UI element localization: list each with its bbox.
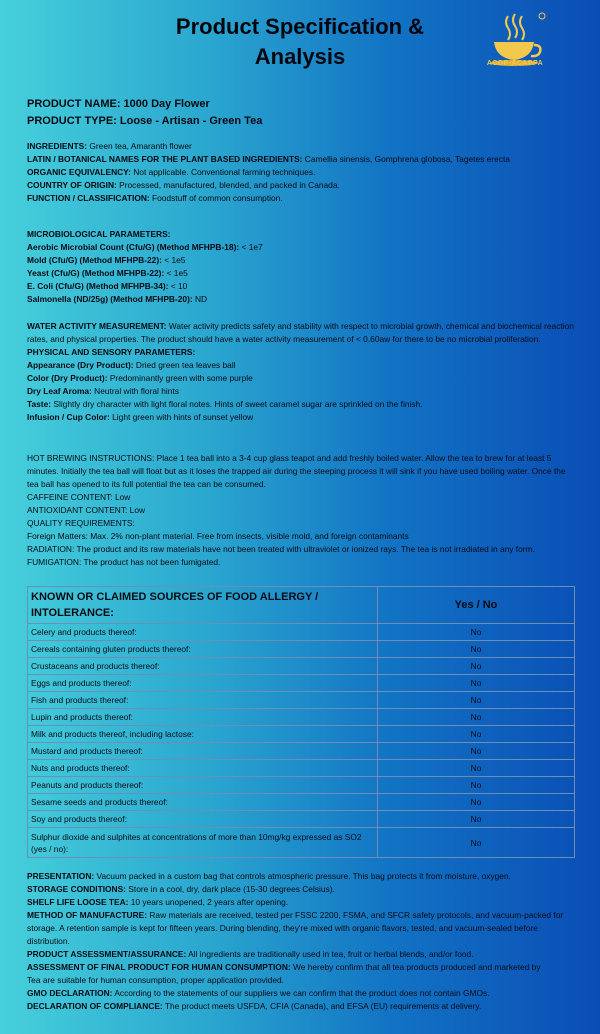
sensory-row: Dry Leaf Aroma: Neutral with floral hints [27,386,179,396]
allergy-table-header [28,587,575,624]
allergen-item: Mustard and products thereof: [28,743,378,760]
yes-no-header: Yes / No [378,587,575,624]
allergen-answer: No [378,692,575,709]
micro-row: Salmonella (ND/25g) (Method MFHPB-20): ND [27,294,208,304]
sensory-row: Infusion / Cup Color: Light green with hints of sunset yellow [27,412,254,422]
micro-row: Mold (Cfu/G) (Method MFHPB-22): < 1e5 [27,255,186,265]
foreign-matters: Foreign Matters: Max. 2% non-plant material. Free from insects, visible mold, and foreign contaminants [27,531,409,541]
origin-line: COUNTRY OF ORIGIN: Processed, manufactured, blended, and packed in Canada. [27,180,340,190]
botanical-names-line: LATIN / BOTANICAL NAMES FOR THE PLANT BASED INGREDIENTS: Camellia sinensis, Gomphrena globosa, Tagetes erecta [27,154,510,164]
allergen-item: Sesame seeds and products thereof: [28,794,378,811]
water-activity-paragraph: WATER ACTIVITY MEASUREMENT: Water activity predicts safety and stability with respect to microbial growth, chemical and biochemical reaction rates, and physical properties. The product should have a water activity measurement of < 0.60aw for there to be no microbial proliferation. [27,321,574,344]
sensory-heading: PHYSICAL AND SENSORY PARAMETERS: [27,347,196,357]
allergen-item: Eggs and products thereof: [28,675,378,692]
caffeine-content: CAFFEINE CONTENT: Low [27,492,131,502]
gmo-line: GMO DECLARATION: According to the statements of our suppliers we can confirm that the product does not contain GMOs. [27,988,490,998]
table-row [28,675,575,692]
allergen-answer: No [378,777,575,794]
organic-line: ORGANIC EQUIVALENCY: Not applicable. Conventional farming techniques. [27,167,316,177]
allergen-item: Fish and products thereof: [28,692,378,709]
sensory-row: Appearance (Dry Product): Dried green tea leaves ball [27,360,236,370]
table-row [28,692,575,709]
allergen-answer: No [378,811,575,828]
allergen-item: Lupin and products thereof: [28,709,378,726]
allergen-item: Milk and products thereof, including lactose: [28,726,378,743]
micro-heading: MICROBIOLOGICAL PARAMETERS: [27,229,171,239]
allergen-item: Crustaceans and products thereof: [28,658,378,675]
brewing-instructions: HOT BREWING INSTRUCTIONS: Place 1 tea ball into a 3-4 cup glass teapot and add freshly boiled water. Allow the tea to brew for at least 5 minutes. Initially the tea ball will float but as it loses the trapped air during the steeping process it will sink if you have used boiling water. Once the tea ball has opened to its full potential the tea can be consumed. [27,453,566,489]
allergen-answer: No [378,709,575,726]
allergen-answer: No [378,675,575,692]
table-row [28,794,575,811]
manufacture-line: METHOD OF MANUFACTURE: Raw materials are received, tested per FSSC 2200, FSMA, and SFCR safety protocols, and vacuum-packed for storage. A retention sample is kept for fifteen years. During blending, they're mixed with organic flavors, tested, and vacuum-sealed before distribution. [27,910,564,946]
general-info [27,140,575,205]
brewing-section [27,452,575,569]
micro-row: Aerobic Microbial Count (Cfu/G) (Method MFHPB-18): < 1e7 [27,242,263,252]
allergen-item: Soy and products thereof: [28,811,378,828]
page-title: Product Specification & Analysis [175,14,425,69]
product-name: PRODUCT NAME: 1000 Day Flower [27,98,210,110]
allergen-answer: No [378,726,575,743]
allergen-item: Peanuts and products thereof: [28,777,378,794]
allergen-answer: No [378,743,575,760]
allergen-answer: No [378,641,575,658]
allergy-header: KNOWN OR CLAIMED SOURCES OF FOOD ALLERGY / INTOLERANCE: [28,587,378,624]
allergen-answer: No [378,658,575,675]
sensory-row: Taste: Slightly dry character with light floral notes. Hints of sweet caramel sugar are sprinkled on the finish. [27,399,423,409]
compliance-line: DECLARATION OF COMPLIANCE: The product meets USFDA, CFIA (Canada), and EFSA (EU) requirements at delivery. [27,1001,482,1011]
table-row [28,777,575,794]
table-row [28,624,575,641]
micro-row: E. Coli (Cfu/G) (Method MFHPB-34): < 10 [27,281,188,291]
storage-line: STORAGE CONDITIONS: Store in a cool, dry, dark place (15-30 degrees Celsius). [27,884,335,894]
allergen-answer: No [378,624,575,641]
allergen-answer: No [378,760,575,777]
allergen-answer: No [378,794,575,811]
water-sensory-section [27,320,575,424]
allergy-table [27,586,575,858]
table-row [28,811,575,828]
table-row [28,709,575,726]
product-type: PRODUCT TYPE: Loose - Artisan - Green Tea [27,115,263,127]
antioxidant-content: ANTIOXIDANT CONTENT: Low [27,505,146,515]
allergen-item: Sulphur dioxide and sulphites at concentrations of more than 10mg/kg expressed as SO2 (yes / no): [28,828,378,858]
ingredients-line: INGREDIENTS: Green tea, Amaranth flower [27,141,192,151]
micro-row: Yeast (Cfu/G) (Method MFHPB-22): < 1e5 [27,268,188,278]
table-row [28,760,575,777]
table-row [28,828,575,858]
table-row [28,743,575,760]
assessment-line: PRODUCT ASSESSMENT/ASSURANCE: All ingredients are traditionally used in tea, fruit or herbal blends, and/or food. [27,949,474,959]
allergen-item: Cereals containing gluten products thereof: [28,641,378,658]
table-row [28,658,575,675]
fumigation: FUMIGATION: The product has not been fumigated. [27,557,221,567]
quality-requirements: QUALITY REQUIREMENTS: [27,518,135,528]
presentation-line: PRESENTATION: Vacuum packed in a custom bag that controls atmospheric pressure. This bag protects it from moisture, oxygen. [27,871,511,881]
radiation: RADIATION: The product and its raw materials have not been treated with ultraviolet or ionized rays. The tea is not irradiated in any form. [27,544,535,554]
allergen-item: Celery and products thereof: [28,624,378,641]
sensory-row: Color (Dry Product): Predominantly green with some purple [27,373,253,383]
function-line: FUNCTION / CLASSIFICATION: Foodstuff of common consumption. [27,193,283,203]
allergen-answer: No [378,828,575,858]
logo-text: АСОР-АСАРРА [486,60,544,67]
shelf-life-line: SHELF LIFE LOOSE TEA: 10 years unopened, 2 years after opening. [27,897,289,907]
allergen-item: Nuts and products thereof: [28,760,378,777]
table-row [28,726,575,743]
table-row [28,641,575,658]
product-header [27,96,575,130]
footer-section [27,870,587,1013]
human-consumption-line: ASSESSMENT OF FINAL PRODUCT FOR HUMAN CONSUMPTION: We hereby confirm that all tea products produced and marketed by Tea are suitable for human consumption, proper application provided. [27,962,587,985]
microbiological-section [27,228,575,306]
